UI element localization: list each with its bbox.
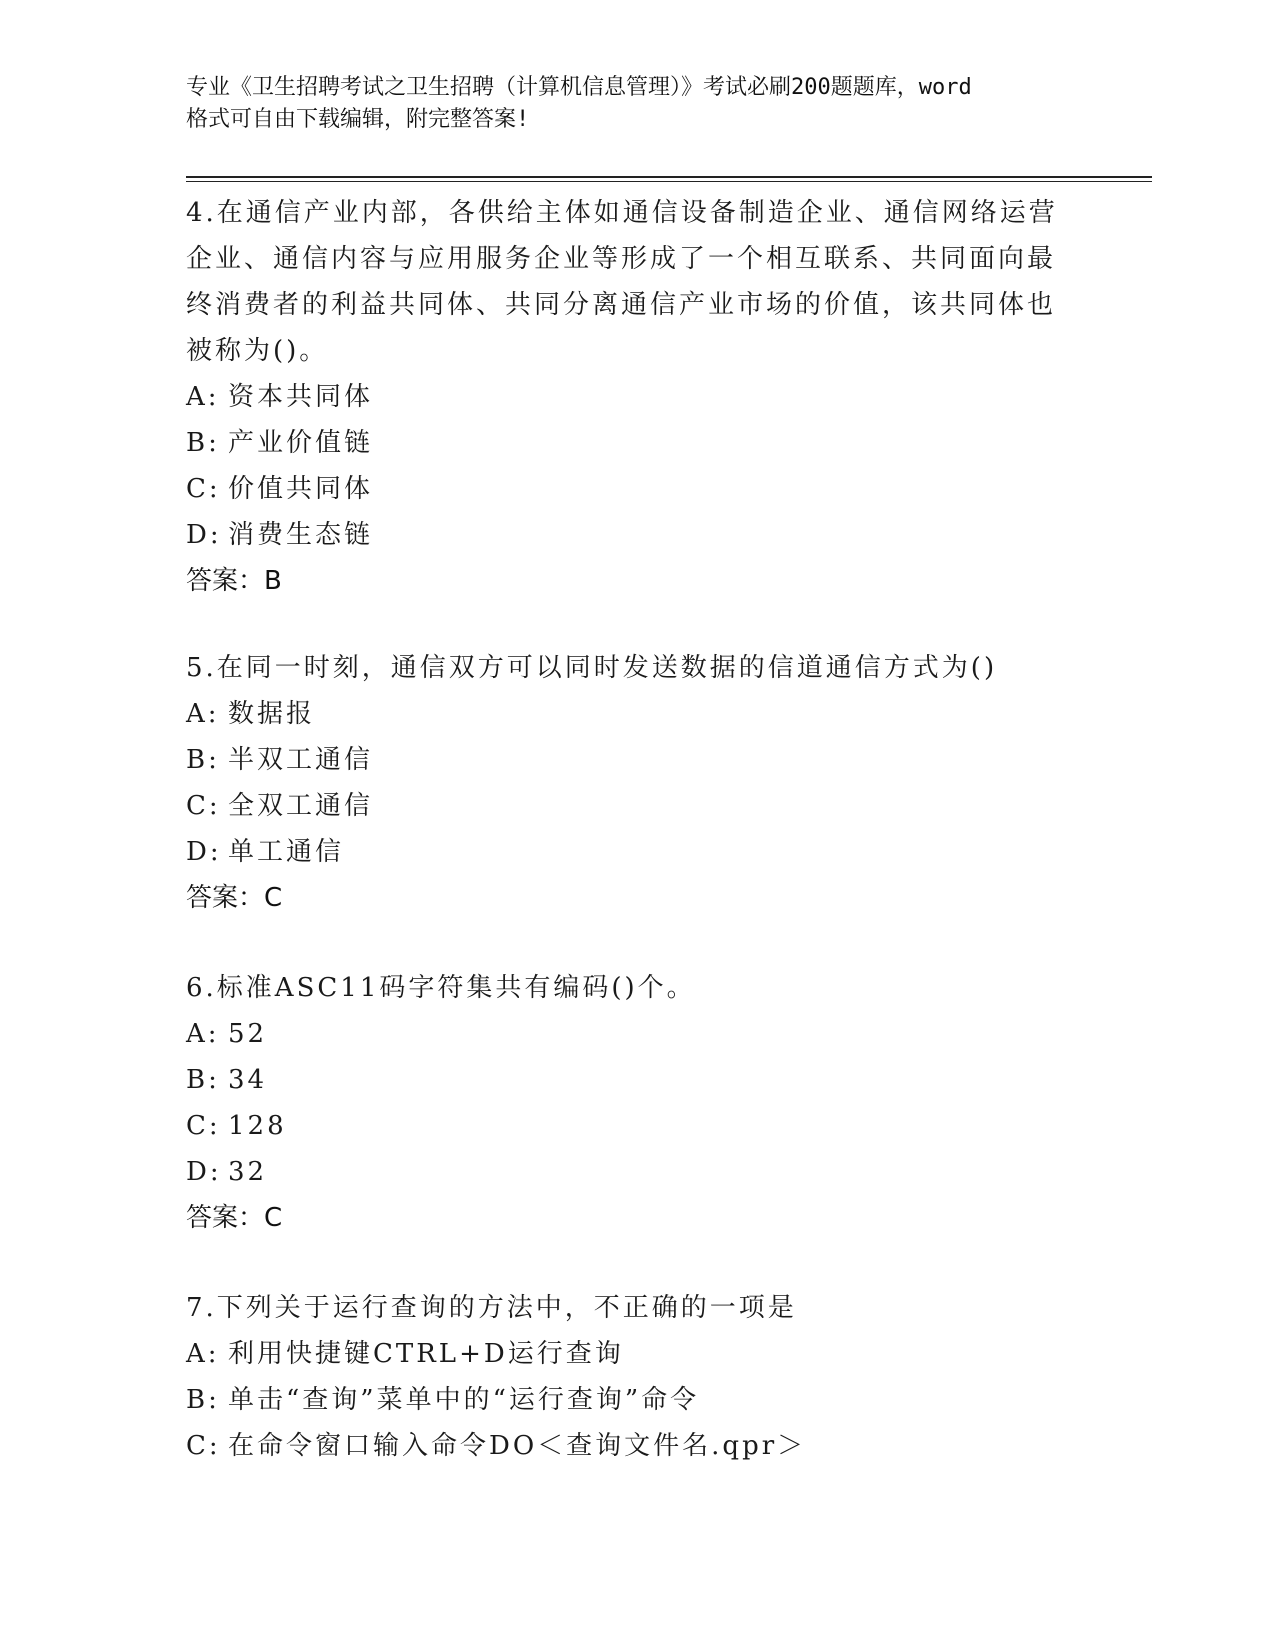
option-key: B: [186, 745, 220, 775]
option-b [186, 1377, 1066, 1423]
option-key: D: [186, 520, 222, 550]
option-d [186, 512, 1066, 558]
option-text: 资本共同体 [228, 382, 374, 412]
option-d [186, 1149, 1066, 1195]
answer-line: 答案：B [186, 566, 282, 596]
header-rule-thick [186, 176, 1152, 178]
option-text: 利用快捷键CTRL+D运行查询 [228, 1339, 624, 1369]
option-text: 34 [228, 1065, 268, 1095]
option-key: B: [186, 1385, 220, 1415]
option-text: 半双工通信 [228, 745, 374, 775]
option-text: 128 [228, 1111, 287, 1141]
question-6 [186, 965, 1066, 1241]
question-stem-line: 企业、通信内容与应用服务企业等形成了一个相互联系、共同面向最 [186, 244, 1057, 274]
option-text: 在命令窗口输入命令DO＜查询文件名.qpr＞ [228, 1431, 807, 1461]
option-a [186, 691, 1066, 737]
option-text: 全双工通信 [228, 791, 374, 821]
question-stem-line: 被称为()。 [186, 336, 329, 366]
option-key: A: [186, 699, 220, 729]
option-text: 单工通信 [228, 837, 345, 867]
document-header [186, 72, 1086, 136]
question-stem-line: 6.标准ASC11码字符集共有编码()个。 [186, 973, 696, 1003]
option-text: 消费生态链 [228, 520, 374, 550]
option-a [186, 374, 1066, 420]
option-key: C: [186, 474, 221, 504]
question-stem-line: 终消费者的利益共同体、共同分离通信产业市场的价值，该共同体也 [186, 290, 1057, 320]
question-5 [186, 645, 1066, 921]
option-c [186, 783, 1066, 829]
option-text: 32 [228, 1157, 268, 1187]
question-stem-line: 5.在同一时刻，通信双方可以同时发送数据的信道通信方式为() [186, 653, 998, 683]
option-c [186, 1103, 1066, 1149]
option-b [186, 1057, 1066, 1103]
option-key: D: [186, 837, 222, 867]
option-c [186, 466, 1066, 512]
header-rule-thin [186, 181, 1152, 182]
option-a [186, 1331, 1066, 1377]
option-b [186, 420, 1066, 466]
question-4 [186, 190, 1066, 604]
answer-line: 答案：C [186, 1203, 283, 1233]
option-c [186, 1423, 1066, 1469]
option-text: 52 [228, 1019, 268, 1049]
question-7 [186, 1285, 1066, 1469]
question-stem-line: 4.在通信产业内部，各供给主体如通信设备制造企业、通信网络运营 [186, 198, 1058, 228]
option-text: 单击“查询”菜单中的“运行查询”命令 [228, 1385, 700, 1415]
option-text: 价值共同体 [228, 474, 374, 504]
option-d [186, 829, 1066, 875]
option-key: C: [186, 791, 221, 821]
option-text: 数据报 [228, 699, 316, 729]
header-title-line2: 格式可自由下载编辑，附完整答案! [186, 107, 530, 132]
option-key: C: [186, 1431, 221, 1461]
option-key: B: [186, 1065, 220, 1095]
option-text: 产业价值链 [228, 428, 374, 458]
option-key: A: [186, 382, 220, 412]
option-key: A: [186, 1339, 220, 1369]
option-key: A: [186, 1019, 220, 1049]
option-key: B: [186, 428, 220, 458]
header-title-line1: 专业《卫生招聘考试之卫生招聘（计算机信息管理）》考试必刷200题题库，word [186, 75, 972, 100]
option-a [186, 1011, 1066, 1057]
option-b [186, 737, 1066, 783]
question-stem-line: 7.下列关于运行查询的方法中，不正确的一项是 [186, 1293, 797, 1323]
option-key: C: [186, 1111, 221, 1141]
option-key: D: [186, 1157, 222, 1187]
answer-line: 答案：C [186, 883, 283, 913]
